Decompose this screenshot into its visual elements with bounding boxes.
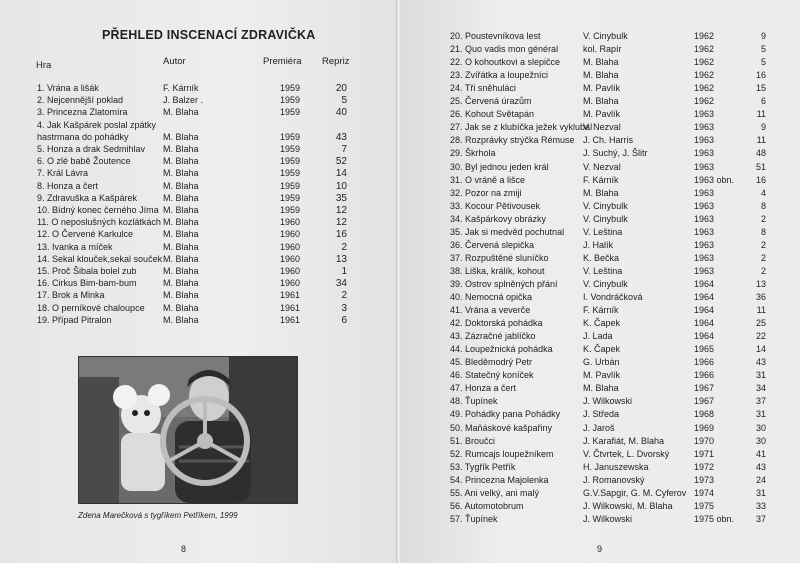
play-author: J. Wilkowski, M. Blaha xyxy=(583,500,673,511)
repriza-count: 11 xyxy=(756,135,766,146)
table-row xyxy=(400,57,800,69)
premiere-year: 1972 xyxy=(694,461,715,472)
premiere-year: 1963 xyxy=(694,148,715,159)
table-row xyxy=(400,162,800,174)
play-author: J. Jaroš xyxy=(583,422,615,433)
play-author: M. Blaha xyxy=(163,302,199,313)
premiere-year: 1959 xyxy=(280,156,301,167)
play-author: J. Balzer . xyxy=(163,95,204,106)
premiere-year: 1963 xyxy=(694,252,715,263)
play-title: hastrmana do pohádky xyxy=(37,131,129,142)
repriza-count: 30 xyxy=(755,422,766,433)
play-title: 20. Poustevníkova lest xyxy=(450,31,541,41)
table-row xyxy=(400,135,800,147)
play-title: 34. Kašpárkovy obrázky xyxy=(450,213,547,224)
play-author: I. Vondráčková xyxy=(583,292,643,302)
repriza-count: 48 xyxy=(755,148,766,159)
premiere-year: 1969 xyxy=(694,422,715,433)
repriza-count: 2 xyxy=(760,239,766,250)
play-title: 5. Honza a drak Sedmihlav xyxy=(37,144,146,154)
repriza-count: 2 xyxy=(760,213,766,224)
premiere-year: 1966 xyxy=(694,357,715,368)
premiere-year: 1959 xyxy=(280,144,301,154)
premiere-year: 1962 xyxy=(694,70,715,81)
table-row xyxy=(400,423,800,435)
premiere-year: 1964 xyxy=(694,305,715,316)
premiere-year: 1963 xyxy=(694,213,715,224)
play-author: M. Blaha xyxy=(163,253,199,264)
premiere-year: 1964 xyxy=(694,278,715,289)
page-number-right: 9 xyxy=(597,544,603,554)
premiere-year: 1963 xyxy=(694,239,715,250)
play-title: 7. Král Lávra xyxy=(37,168,89,179)
premiere-year: 1959 xyxy=(280,180,301,191)
play-author: M. Blaha xyxy=(163,314,199,325)
premiere-year: 1963 xyxy=(694,187,715,198)
premiere-year: 1963 xyxy=(694,135,715,146)
table-row xyxy=(400,409,800,421)
repriza-count: 52 xyxy=(335,156,347,168)
repriza-count: 22 xyxy=(755,331,766,342)
play-author: F. Kárník xyxy=(583,174,619,185)
play-author: M. Blaha xyxy=(163,290,199,301)
play-author: F. Kárník xyxy=(163,83,199,93)
repriza-count: 2 xyxy=(760,252,766,263)
repriza-count: 5 xyxy=(760,57,766,68)
play-author: M. Blaha xyxy=(163,205,199,215)
play-title: 57. Ťupínek xyxy=(450,513,498,524)
repriza-count: 5 xyxy=(341,95,347,107)
table-row xyxy=(0,254,398,266)
repriza-count: 8 xyxy=(760,200,766,211)
play-title: 43. Zázračné jablíčko xyxy=(450,331,536,342)
play-author: G. Urbán xyxy=(583,357,620,368)
table-row xyxy=(400,148,800,160)
premiere-year: 1960 xyxy=(280,278,301,289)
play-author: M. Blaha xyxy=(163,156,199,167)
table-row xyxy=(400,501,800,513)
play-title: 52. Rumcajs loupežníkem xyxy=(450,448,554,459)
play-author: V. Nezval xyxy=(583,161,621,172)
play-title: 21. Quo vadis mon général xyxy=(450,44,559,55)
repriza-count: 14 xyxy=(755,344,766,355)
play-title: 38. Liška, králík, kohout xyxy=(450,265,545,276)
repriza-count: 3 xyxy=(341,302,347,314)
repriza-count: 2 xyxy=(760,265,766,276)
play-title: 44. Loupežnická pohádka xyxy=(450,344,553,355)
play-title: 14. Sekal klouček,sekal souček xyxy=(37,253,163,264)
premiere-year: 1963 obn. xyxy=(694,174,735,185)
premiere-year: 1967 xyxy=(694,396,715,407)
premiere-year: 1966 xyxy=(694,370,715,381)
repriza-count: 36 xyxy=(755,292,766,302)
play-author: J. Suchý, J. Šlitr xyxy=(583,148,648,159)
table-row xyxy=(400,240,800,252)
premiere-year: 1960 xyxy=(280,241,301,252)
table-row xyxy=(400,331,800,343)
play-author: V. Cinybulk xyxy=(583,213,628,224)
premiere-year: 1963 xyxy=(694,200,715,211)
play-title: 1. Vrána a lišák xyxy=(37,83,99,93)
table-row xyxy=(400,44,800,56)
play-author: M. Blaha xyxy=(163,266,199,276)
table-row xyxy=(0,193,398,205)
repriza-count: 11 xyxy=(756,109,766,120)
play-title: 29. Škrhola xyxy=(450,148,496,159)
premiere-year: 1961 xyxy=(280,314,301,325)
repriza-count: 37 xyxy=(755,396,766,407)
table-row xyxy=(400,201,800,213)
premiere-year: 1959 xyxy=(280,95,301,106)
page-number-left: 8 xyxy=(181,544,187,554)
play-title: 23. Zvířátka a loupežníci xyxy=(450,70,549,81)
play-title: 24. Tři sněhuláci xyxy=(450,83,516,94)
premiere-year: 1959 xyxy=(280,192,301,203)
play-title: 2. Nejcennější poklad xyxy=(37,95,124,106)
premiere-year: 1973 xyxy=(694,474,715,485)
premiere-year: 1962 xyxy=(694,31,715,41)
repriza-count: 9 xyxy=(760,122,766,133)
premiere-year: 1965 xyxy=(694,344,715,355)
repriza-count: 10 xyxy=(335,180,347,192)
table-row xyxy=(0,217,398,229)
table-row xyxy=(400,396,800,408)
table-row xyxy=(0,229,398,241)
repriza-count: 34 xyxy=(755,383,766,394)
premiere-year: 1967 xyxy=(694,383,715,394)
premiere-year: 1959 xyxy=(280,205,301,215)
premiere-year: 1963 xyxy=(694,226,715,237)
photo-caption: Zdena Marečková s tygříkem Petříkem, 1999 xyxy=(78,511,238,520)
play-title: 53. Tygřík Petřík xyxy=(450,461,516,472)
table-row xyxy=(400,292,800,304)
play-author: J. Wilkowski xyxy=(583,513,632,524)
play-author: J. Romanovský xyxy=(583,474,645,485)
premiere-year: 1975 obn. xyxy=(694,513,735,524)
play-author: M. Blaha xyxy=(163,107,199,118)
premiere-year: 1959 xyxy=(280,83,301,93)
premiere-year: 1964 xyxy=(694,292,715,302)
repriza-count: 14 xyxy=(335,168,347,180)
table-row xyxy=(0,132,398,144)
play-title: 11. O neposlušných kozlátkách xyxy=(37,217,161,228)
premiere-year: 1968 xyxy=(694,409,715,420)
premiere-year: 1959 xyxy=(280,107,301,118)
repriza-count: 2 xyxy=(341,290,347,302)
play-author: M. Blaha xyxy=(583,187,619,198)
table-row xyxy=(400,31,800,43)
play-title: 8. Honza a čert xyxy=(37,180,99,191)
header-autor: Autor xyxy=(163,56,186,67)
play-author: V. Leština xyxy=(583,265,623,276)
repriza-count: 37 xyxy=(755,513,766,524)
table-row xyxy=(0,107,398,119)
table-row xyxy=(400,96,800,108)
play-author: F. Kárník xyxy=(583,305,619,316)
play-author: M. Blaha xyxy=(163,131,199,142)
page-title: PŘEHLED INSCENACÍ ZDRAVIČKA xyxy=(102,28,316,42)
play-author: K. Bečka xyxy=(583,252,620,263)
table-row xyxy=(400,279,800,291)
play-title: 48. Ťupínek xyxy=(450,396,498,407)
table-row xyxy=(0,83,398,95)
premiere-year: 1970 xyxy=(694,435,715,446)
table-row xyxy=(0,266,398,278)
table-row xyxy=(400,514,800,526)
play-author: J. Wilkowski xyxy=(583,396,632,407)
repriza-count: 51 xyxy=(755,161,766,172)
repriza-count: 20 xyxy=(335,83,347,94)
premiere-year: 1960 xyxy=(280,229,301,240)
repriza-count: 9 xyxy=(760,31,766,41)
play-author: M. Blaha xyxy=(163,192,199,203)
repriza-count: 31 xyxy=(755,409,766,420)
play-author: M. Blaha xyxy=(583,96,619,107)
repriza-count: 7 xyxy=(341,144,347,155)
play-author: kol. Rapír xyxy=(583,44,622,55)
premiere-year: 1964 xyxy=(694,331,715,342)
repriza-count: 11 xyxy=(756,305,766,316)
premiere-year: 1960 xyxy=(280,217,301,228)
table-row xyxy=(400,488,800,500)
repriza-count: 33 xyxy=(755,500,766,511)
table-row xyxy=(400,383,800,395)
table-row xyxy=(400,83,800,95)
play-title: 6. O zlé babě Žoutence xyxy=(37,156,131,167)
play-author: J. Halík xyxy=(583,239,614,250)
play-title: 33. Kocour Pětivousek xyxy=(450,200,541,211)
play-title: 12. O Červené Karkulce xyxy=(37,229,134,240)
premiere-year: 1963 xyxy=(694,109,715,120)
play-title: 56. Automotobrum xyxy=(450,500,524,511)
table-row xyxy=(400,70,800,82)
table-row xyxy=(0,144,398,156)
table-row xyxy=(400,214,800,226)
premiere-year: 1962 xyxy=(694,83,715,94)
premiere-year: 1960 xyxy=(280,266,301,276)
play-author: V. Cinybulk xyxy=(583,200,628,211)
premiere-year: 1963 xyxy=(694,161,715,172)
table-row xyxy=(0,156,398,168)
play-author: V. Nezval xyxy=(583,122,621,133)
play-title: 4. Jak Kašpárek poslal zpátky xyxy=(37,119,157,130)
repriza-count: 2 xyxy=(341,241,347,253)
play-title: 31. O vráně a lišce xyxy=(450,174,526,185)
repriza-count: 43 xyxy=(335,131,347,143)
play-title: 3. Princezna Zlatomíra xyxy=(37,107,128,118)
play-author: K. Čapek xyxy=(583,344,621,355)
play-title: 28. Rozprávky strýčka Rémuse xyxy=(450,135,575,146)
premiere-year: 1961 xyxy=(280,302,301,313)
play-title: 50. Maňáskové kašpařiny xyxy=(450,422,553,433)
play-title: 16. Cirkus Bim-bam-bum xyxy=(37,278,137,289)
table-row xyxy=(400,109,800,121)
header-hra: Hra xyxy=(36,60,52,71)
table-row xyxy=(0,181,398,193)
repriza-count: 41 xyxy=(755,448,766,459)
table-row xyxy=(0,290,398,302)
table-row xyxy=(400,318,800,330)
premiere-year: 1959 xyxy=(280,168,301,179)
play-author: J. Ch. Harris xyxy=(583,135,634,146)
play-title: 9. Zdravuška a Kašpárek xyxy=(37,192,138,203)
play-author: G.V.Sapgir, G. M. Cyferov xyxy=(583,487,687,498)
play-author: V. Cinybulk xyxy=(583,31,628,41)
table-row xyxy=(400,357,800,369)
play-title: 30. Byl jednou jeden král xyxy=(450,161,549,172)
header-premiera: Premiéra xyxy=(263,56,302,67)
table-row xyxy=(0,205,398,217)
play-title: 22. O kohoutkovi a slepičce xyxy=(450,57,561,68)
table-row xyxy=(400,462,800,474)
play-title: 39. Ostrov splněných přání xyxy=(450,278,558,289)
table-row xyxy=(0,95,398,107)
right-page xyxy=(400,0,800,563)
repriza-count: 25 xyxy=(755,318,766,329)
repriza-count: 1 xyxy=(341,266,347,277)
repriza-count: 43 xyxy=(755,357,766,368)
premiere-year: 1963 xyxy=(694,265,715,276)
play-author: M. Blaha xyxy=(583,70,619,81)
repriza-count: 35 xyxy=(335,192,347,204)
table-row xyxy=(0,168,398,180)
play-title: 15. Proč Šibala bolel zub xyxy=(37,266,137,276)
play-author: H. Januszewska xyxy=(583,461,649,472)
play-title: 55. Ani velký, ani malý xyxy=(450,487,540,498)
play-title: 19. Případ Pitralon xyxy=(37,314,112,325)
table-row xyxy=(0,278,398,290)
table-row xyxy=(400,122,800,134)
repriza-count: 8 xyxy=(760,226,766,237)
left-page xyxy=(0,0,398,563)
play-title: 17. Brok a Minka xyxy=(37,290,105,301)
play-title: 37. Rozpuštěné sluníčko xyxy=(450,252,549,263)
premiere-year: 1960 xyxy=(280,253,301,264)
play-title: 54. Princezna Majolenka xyxy=(450,474,549,485)
repriza-count: 6 xyxy=(760,96,766,107)
play-author: M. Pavlík xyxy=(583,83,621,94)
table-row xyxy=(400,305,800,317)
repriza-count: 40 xyxy=(335,107,347,119)
play-title: 10. Bídný konec černého Jíma xyxy=(37,205,159,215)
premiere-year: 1971 xyxy=(694,448,715,459)
premiere-year: 1961 xyxy=(280,290,301,301)
premiere-year: 1962 xyxy=(694,44,715,55)
repriza-count: 43 xyxy=(755,461,766,472)
repriza-count: 12 xyxy=(335,217,347,229)
play-author: J. Lada xyxy=(583,331,613,342)
play-title: 45. Bleděmodrý Petr xyxy=(450,357,533,368)
table-row xyxy=(400,370,800,382)
play-author: M. Blaha xyxy=(163,180,199,191)
play-author: M. Blaha xyxy=(163,217,199,228)
play-author: M. Blaha xyxy=(163,278,199,289)
play-title: 51. Broučci xyxy=(450,435,496,446)
table-row xyxy=(400,344,800,356)
play-title: 35. Jak si medvěd pochutnal xyxy=(450,226,565,237)
play-author: M. Blaha xyxy=(163,168,199,179)
play-title: 13. Ivanka a míček xyxy=(37,241,113,252)
table-row xyxy=(400,266,800,278)
play-title: 42. Doktorská pohádka xyxy=(450,318,543,329)
table-row xyxy=(400,227,800,239)
repriza-count: 16 xyxy=(335,229,347,241)
repriza-count: 16 xyxy=(755,70,766,81)
repriza-count: 24 xyxy=(755,474,766,485)
play-author: K. Čapek xyxy=(583,318,621,329)
table-row xyxy=(400,475,800,487)
repriza-count: 13 xyxy=(335,253,347,265)
play-author: M. Blaha xyxy=(163,144,199,154)
table-row xyxy=(400,436,800,448)
play-author: J. Karafiát, M. Blaha xyxy=(583,435,665,446)
premiere-year: 1962 xyxy=(694,57,715,68)
repriza-count: 6 xyxy=(341,314,347,326)
repriza-count: 5 xyxy=(760,44,766,55)
play-author: M. Blaha xyxy=(583,383,619,394)
premiere-year: 1975 xyxy=(694,500,715,511)
play-author: M. Blaha xyxy=(163,241,199,252)
play-title: 47. Honza a čert xyxy=(450,383,517,394)
table-row xyxy=(0,242,398,254)
premiere-year: 1964 xyxy=(694,318,715,329)
play-title: 46. Statečný koníček xyxy=(450,370,534,381)
play-title: 25. Červená úrazům xyxy=(450,96,532,107)
repriza-count: 34 xyxy=(335,278,347,290)
table-row xyxy=(0,315,398,327)
table-row xyxy=(400,253,800,265)
premiere-year: 1963 xyxy=(694,122,715,133)
table-row xyxy=(0,120,398,132)
premiere-year: 1959 xyxy=(280,131,301,142)
play-title: 49. Pohádky pana Pohádky xyxy=(450,409,561,420)
play-title: 41. Vrána a veverče xyxy=(450,305,531,316)
play-author: J. Středa xyxy=(583,409,620,420)
play-author: M. Pavlík xyxy=(583,370,621,381)
repriza-count: 12 xyxy=(335,205,347,216)
table-row xyxy=(400,175,800,187)
play-title: 27. Jak se z klubíčka ježek vyklubal xyxy=(450,122,593,133)
play-author: M. Blaha xyxy=(163,229,199,240)
repriza-count: 4 xyxy=(760,187,766,198)
repriza-count: 16 xyxy=(755,174,766,185)
premiere-year: 1962 xyxy=(694,96,715,107)
play-title: 36. Červená slepička xyxy=(450,239,535,250)
play-author: M. Pavlík xyxy=(583,109,621,120)
play-author: V. Cinybulk xyxy=(583,278,628,289)
play-author: V. Leština xyxy=(583,226,623,237)
table-row xyxy=(400,449,800,461)
play-title: 32. Pozor na zmiji xyxy=(450,187,522,198)
play-title: 26. Kohout Světapán xyxy=(450,109,535,120)
play-title: 18. O perníkové chaloupce xyxy=(37,302,145,313)
table-row xyxy=(400,188,800,200)
premiere-year: 1974 xyxy=(694,487,715,498)
repriza-count: 31 xyxy=(755,370,766,381)
repriza-count: 13 xyxy=(755,278,766,289)
repriza-count: 15 xyxy=(755,83,766,94)
play-author: V. Čtvrtek, L. Dvorský xyxy=(583,448,670,459)
header-repriz: Repriz xyxy=(322,56,350,67)
repriza-count: 31 xyxy=(755,487,766,498)
repriza-count: 30 xyxy=(755,435,766,446)
table-row xyxy=(0,303,398,315)
play-author: M. Blaha xyxy=(583,57,619,68)
play-title: 40. Nemocná opička xyxy=(450,292,533,302)
photo-puppeteer-with-puppet xyxy=(78,356,298,504)
